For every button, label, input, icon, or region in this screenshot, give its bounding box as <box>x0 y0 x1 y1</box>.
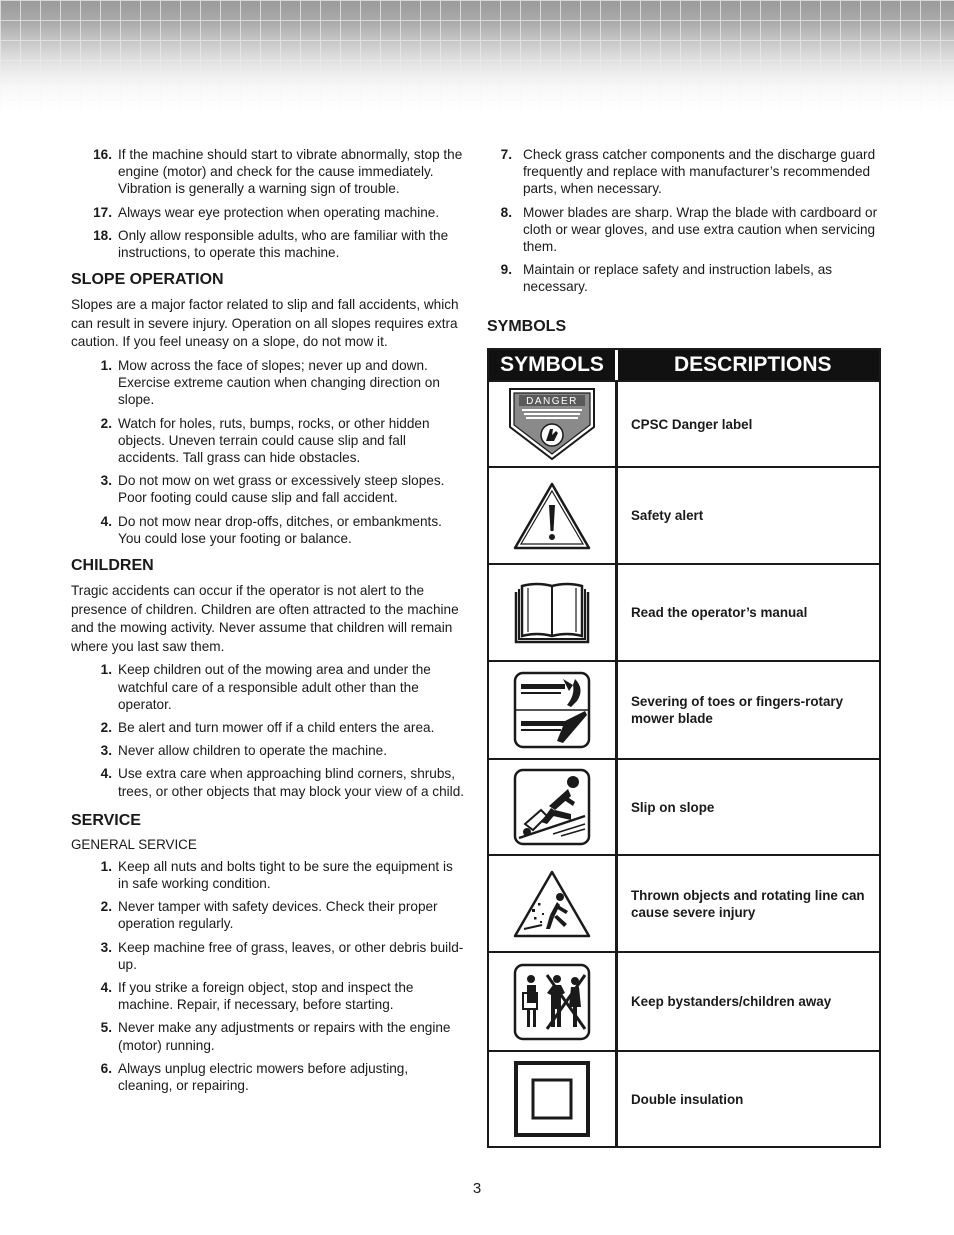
list-item <box>71 472 466 506</box>
description-cell: Severing of toes or fingers-rotary mower blade <box>631 694 844 726</box>
item-number: 6. <box>100 1060 112 1076</box>
symbol-cell <box>489 565 618 660</box>
table-row <box>489 854 879 951</box>
table-row <box>489 1050 879 1146</box>
list-item <box>71 661 466 713</box>
list-item <box>71 719 466 736</box>
description-cell: Thrown objects and rotating line can cause severe injury <box>631 887 865 920</box>
item-number: 2. <box>100 899 112 915</box>
section-heading-slope: SLOPE OPERATION <box>71 271 224 289</box>
table-row <box>489 758 879 854</box>
item-text: Keep all nuts and bolts tight to be sure the equipment is in safe working condition. <box>118 858 453 892</box>
item-text: Only allow responsible adults, who are familiar with the instructions, to operate this machine. <box>118 227 449 261</box>
item-text: Maintain or replace safety and instruction labels, as necessary. <box>523 262 833 295</box>
list-item <box>71 415 466 467</box>
list-item <box>71 979 466 1013</box>
item-text: Do not mow on wet grass or excessively steep slopes. Poor footing could cause slip and fall accident. <box>118 473 445 506</box>
item-text: Never allow children to operate the machine. <box>118 743 388 759</box>
symbol-cell <box>489 662 618 758</box>
danger-label-icon <box>506 387 598 461</box>
symbol-cell <box>489 760 618 854</box>
list-item <box>487 146 881 198</box>
list-item <box>71 1019 466 1053</box>
list-item <box>71 898 466 932</box>
list-item <box>71 146 466 198</box>
symbols-table <box>487 348 881 1148</box>
item-number: 4. <box>100 513 112 529</box>
description-cell: Slip on slope <box>631 799 715 815</box>
item-number: 3. <box>100 743 112 759</box>
service-list <box>71 858 466 1094</box>
description-cell: Keep bystanders/children away <box>631 994 832 1009</box>
symbol-cell <box>489 468 618 563</box>
table-row <box>489 660 879 758</box>
item-text: Be alert and turn mower off if a child enters the area. <box>118 720 435 736</box>
symbol-cell <box>489 953 618 1050</box>
service-subheading: GENERAL SERVICE <box>71 836 197 852</box>
children-intro: Tragic accidents can occur if the operator is not alert to the presence of children. Children are often attracted to the machine and the mowing activity. Never assume that children will remain where you last saw them. <box>71 583 459 654</box>
item-number: 9. <box>500 262 512 278</box>
item-text: Always unplug electric mowers before adjusting, cleaning, or repairing. <box>118 1060 409 1094</box>
item-text: Never make any adjustments or repairs with the engine (motor) running. <box>118 1020 451 1053</box>
item-number: 1. <box>100 858 112 874</box>
list-item <box>71 204 466 221</box>
table-row <box>489 563 879 660</box>
slip-slope-icon <box>513 768 591 846</box>
item-number: 5. <box>100 1020 112 1036</box>
item-text: Keep children out of the mowing area and under the watchful care of a responsible adult other than the operator. <box>118 662 431 712</box>
section-heading-symbols: SYMBOLS <box>487 317 567 335</box>
table-header <box>489 350 879 380</box>
header-banner <box>0 0 954 118</box>
item-number: 7. <box>500 147 512 162</box>
item-number: 3. <box>100 473 112 489</box>
item-text: Do not mow near drop-offs, ditches, or embankments. You could lose your footing or balance. <box>118 513 442 546</box>
item-text: Check grass catcher components and the discharge guard frequently and replace with manufacturer’s recommended parts, when necessary. <box>523 147 876 197</box>
descriptions-column-header: DESCRIPTIONS <box>674 353 832 376</box>
item-text: If the machine should start to vibrate abnormally, stop the engine (motor) and check for the cause immediately. Vibration is generally a warning sign of trouble. <box>118 147 463 197</box>
list-item <box>487 261 881 295</box>
list-item <box>71 227 466 261</box>
list-item <box>71 1060 466 1094</box>
list-item <box>71 858 466 892</box>
item-number: 18. <box>93 227 112 243</box>
symbol-cell <box>489 1052 618 1146</box>
item-text: Never tamper with safety devices. Check their proper operation regularly. <box>118 899 438 932</box>
item-number: 3. <box>100 939 112 955</box>
item-text: Keep machine free of grass, leaves, or other debris build-up. <box>118 939 464 972</box>
item-number: 16. <box>93 147 112 162</box>
item-text: Watch for holes, ruts, bumps, rocks, or other hidden objects. Uneven terrain could cause slip and fall accidents. Tall grass can hide obstacles. <box>118 415 430 466</box>
description-cell: Safety alert <box>631 508 704 523</box>
rotary-blade-icon <box>513 671 591 749</box>
numbered-list-top <box>71 146 466 261</box>
item-text: If you strike a foreign object, stop and inspect the machine. Repair, if necessary, before starting. <box>118 980 414 1013</box>
page-number: 3 <box>472 1180 482 1197</box>
manual-book-icon <box>512 580 592 646</box>
description-cell: CPSC Danger label <box>631 416 753 432</box>
danger-label-text: DANGER <box>526 396 578 407</box>
item-number: 2. <box>100 720 112 736</box>
item-text: Mower blades are sharp. Wrap the blade with cardboard or cloth or wear gloves, and use extra caution when servicing them. <box>523 204 878 255</box>
item-text: Always wear eye protection when operating machine. <box>118 204 440 220</box>
item-number: 1. <box>100 662 112 678</box>
table-row <box>489 380 879 466</box>
slope-list <box>71 357 466 547</box>
slope-intro: Slopes are a major factor related to slip and fall accidents, which can result in severe injury. Operation on all slopes requires extra caution. If you feel uneasy on a slope, do not mow it. <box>71 297 459 350</box>
item-number: 4. <box>100 766 112 782</box>
section-heading-children: CHILDREN <box>71 557 154 575</box>
symbol-cell <box>489 382 618 466</box>
right-column <box>487 146 881 336</box>
symbol-cell <box>489 856 618 951</box>
list-item <box>71 765 466 799</box>
safety-alert-icon <box>512 481 592 551</box>
list-item <box>71 742 466 759</box>
section-heading-service: SERVICE <box>71 811 141 829</box>
item-number: 8. <box>500 204 512 220</box>
item-text: Mow across the face of slopes; never up and down. Exercise extreme caution when changing direction on slope. <box>118 358 440 408</box>
description-cell: Double insulation <box>631 1091 744 1107</box>
item-number: 1. <box>100 358 112 373</box>
table-row <box>489 466 879 563</box>
item-text: Use extra care when approaching blind corners, shrubs, trees, or other objects that may block your view of a child. <box>118 766 465 799</box>
list-item <box>487 204 881 256</box>
table-row <box>489 951 879 1050</box>
list-item <box>71 939 466 973</box>
item-number: 4. <box>100 980 112 996</box>
list-item <box>71 513 466 547</box>
symbols-column-header: SYMBOLS <box>489 350 618 380</box>
left-column <box>71 146 466 1100</box>
double-insulation-icon <box>513 1060 591 1138</box>
list-item <box>71 357 466 409</box>
description-cell: Read the operator’s manual <box>631 605 808 620</box>
item-number: 2. <box>100 415 112 431</box>
children-list <box>71 661 466 799</box>
thrown-objects-icon <box>512 869 592 939</box>
numbered-list-right <box>487 146 881 296</box>
item-number: 17. <box>93 204 112 220</box>
bystanders-away-icon <box>513 963 591 1041</box>
